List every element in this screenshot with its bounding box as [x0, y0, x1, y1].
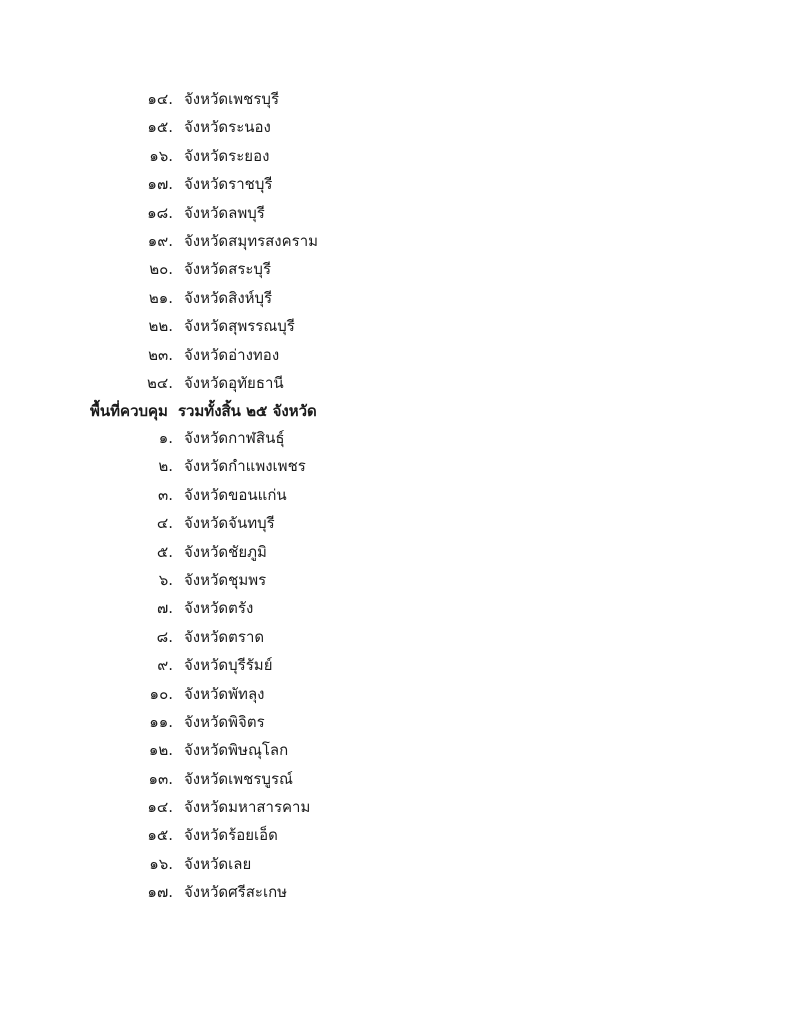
province-name: จังหวัดสิงห์บุรี [184, 288, 273, 307]
province-name: จังหวัดชัยภูมิ [184, 542, 267, 561]
item-number: ๒๔. [146, 373, 173, 392]
item-number: ๑๕. [147, 826, 173, 845]
item-number: ๑๖. [149, 854, 173, 873]
province-name: จังหวัดอ่างทอง [184, 345, 280, 364]
province-name: จังหวัดระยอง [184, 146, 270, 165]
list-item [0, 736, 791, 764]
item-number: ๑๗. [147, 175, 173, 194]
province-name: จังหวัดอุทัยธานี [184, 373, 284, 392]
list-item [0, 651, 791, 679]
province-name: จังหวัดสระบุรี [184, 260, 272, 279]
list-item [0, 424, 791, 452]
item-number: ๔. [156, 514, 173, 533]
item-number: ๓. [157, 485, 173, 504]
list-item [0, 481, 791, 509]
item-number: ๘. [156, 627, 173, 646]
province-name: จังหวัดลพบุรี [184, 203, 265, 222]
province-name: จังหวัดสุพรรณบุรี [184, 317, 295, 336]
item-number: ๑๓. [148, 769, 173, 788]
list-item [0, 199, 791, 227]
item-number: ๑๕. [147, 118, 173, 137]
province-name: จังหวัดพัทลุง [184, 684, 265, 703]
province-name: จังหวัดสมุทรสงคราม [184, 231, 319, 250]
province-name: จังหวัดเลย [184, 854, 252, 873]
province-name: จังหวัดกาฬสินธุ์ [184, 429, 285, 447]
controlled-area-list [0, 424, 791, 907]
province-name: จังหวัดมหาสารคาม [184, 798, 311, 817]
list-item [0, 878, 791, 906]
province-name: จังหวัดเพชรบูรณ์ [184, 769, 293, 788]
item-number: ๑๑. [149, 712, 173, 731]
item-number: ๑๙. [147, 231, 173, 250]
list-item [0, 170, 791, 198]
province-name: จังหวัดราชบุรี [184, 175, 273, 194]
list-item [0, 793, 791, 821]
province-name: จังหวัดพิษณุโลก [184, 741, 289, 760]
item-number: ๙. [157, 656, 173, 675]
province-name: จังหวัดระนอง [184, 118, 271, 137]
item-number: ๕. [156, 542, 173, 561]
list-item [0, 452, 791, 480]
list-item [0, 765, 791, 793]
item-number: ๑๐. [149, 684, 173, 703]
province-name: จังหวัดตรัง [184, 599, 254, 618]
list-item [0, 623, 791, 651]
item-number: ๒๑. [148, 288, 173, 307]
list-item [0, 509, 791, 537]
list-item [0, 284, 791, 312]
list-item [0, 312, 791, 340]
list-item [0, 821, 791, 849]
list-item [0, 255, 791, 283]
item-number: ๗. [156, 599, 173, 618]
item-number: ๒๒. [148, 317, 173, 336]
item-number: ๒๓. [148, 345, 173, 364]
item-number: ๖. [158, 570, 173, 589]
list-item [0, 680, 791, 708]
item-number: ๑๔. [147, 90, 173, 108]
province-name: จังหวัดเพชรบุรี [184, 90, 279, 108]
list-item [0, 113, 791, 141]
list-item [0, 708, 791, 736]
item-number: ๑๖. [149, 146, 173, 165]
list-item [0, 85, 791, 113]
province-name: จังหวัดจันทบุรี [184, 514, 275, 533]
list-item [0, 142, 791, 170]
list-item [0, 566, 791, 594]
item-number: ๒. [158, 457, 173, 476]
item-number: ๑๗. [147, 883, 173, 902]
province-name: จังหวัดขอนแก่น [184, 485, 287, 504]
province-name: จังหวัดตราด [184, 627, 265, 646]
list-item [0, 227, 791, 255]
item-number: ๑๒. [148, 741, 173, 760]
section-heading [90, 398, 317, 424]
section-heading-label: พื้นที่ควบคุม [90, 402, 168, 420]
list-item [0, 538, 791, 566]
item-number: ๑๔. [147, 798, 173, 817]
list-item [0, 341, 791, 369]
province-name: จังหวัดร้อยเอ็ด [184, 826, 278, 845]
item-number: ๑๘. [147, 203, 173, 222]
section-heading-total: รวมทั้งสิ้น ๒๕ จังหวัด [177, 402, 317, 420]
province-name: จังหวัดชุมพร [184, 570, 267, 589]
item-number: ๑. [158, 429, 173, 447]
province-list-continued [0, 85, 791, 397]
province-name: จังหวัดบุรีรัมย์ [184, 656, 273, 675]
province-name: จังหวัดศรีสะเกษ [184, 883, 288, 902]
item-number: ๒๐. [149, 260, 173, 279]
province-name: จังหวัดกำแพงเพชร [184, 457, 306, 476]
list-item [0, 369, 791, 397]
list-item [0, 594, 791, 622]
list-item [0, 850, 791, 878]
province-name: จังหวัดพิจิตร [184, 712, 265, 731]
